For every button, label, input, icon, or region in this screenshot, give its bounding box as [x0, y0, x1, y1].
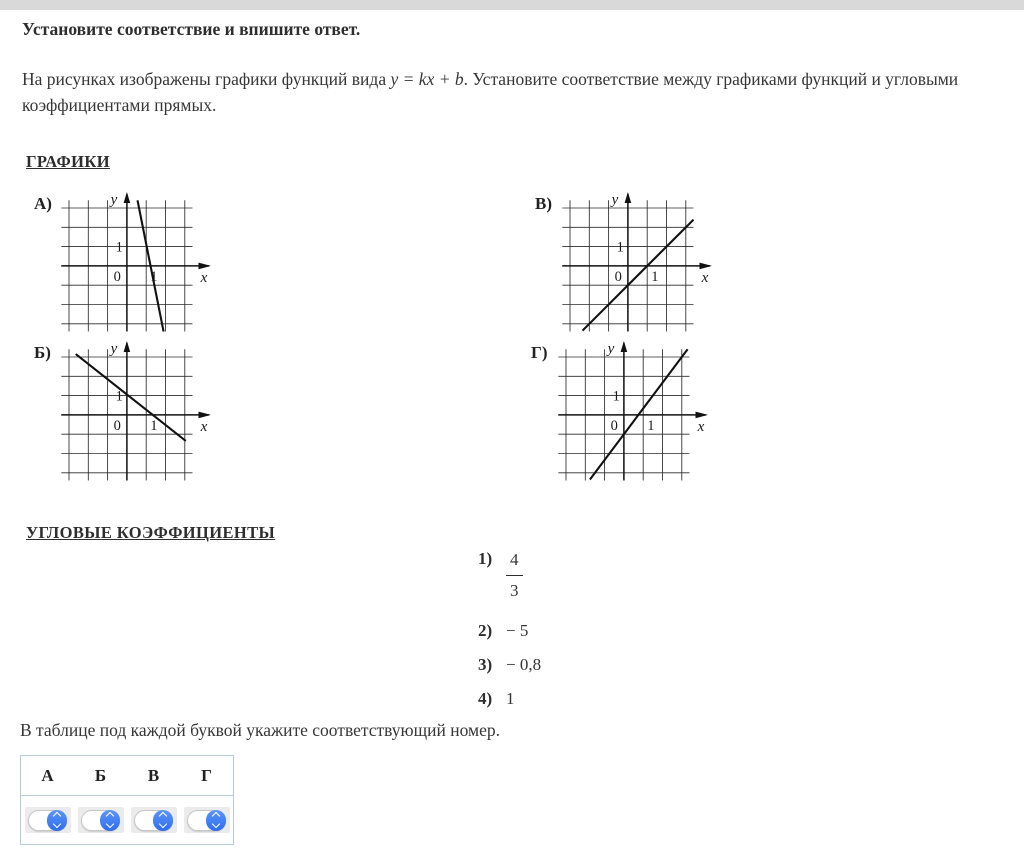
svg-text:0: 0 — [610, 417, 618, 434]
intro-text-before: На рисунках изображены графики функций вида — [22, 69, 391, 89]
answer-table-input-row — [21, 796, 233, 844]
graph-block-a — [34, 190, 219, 338]
option-row-4 — [478, 689, 515, 709]
graph-label-b: Б) — [34, 343, 51, 362]
svg-text:x: x — [200, 418, 208, 435]
top-bar — [0, 0, 1024, 10]
answer-header-v: В — [147, 765, 160, 785]
svg-text:0: 0 — [113, 268, 121, 285]
answer-cell-g — [180, 807, 233, 833]
answer-table — [20, 755, 234, 845]
graph-plot-g — [558, 339, 716, 487]
answer-header-a: А — [41, 765, 54, 785]
fraction-numerator: 4 — [506, 549, 523, 576]
option-4-label: 4) — [478, 689, 493, 708]
answer-cell-v — [127, 807, 180, 833]
option-3-label: 3) — [478, 655, 493, 674]
svg-text:1: 1 — [115, 388, 123, 405]
graph-block-g — [531, 339, 716, 487]
svg-text:y: y — [607, 341, 615, 357]
page-title: Установите соответствие и впишите ответ. — [22, 19, 361, 39]
answer-select-b[interactable] — [78, 807, 124, 833]
graph-block-b — [34, 339, 219, 487]
option-1-fraction — [506, 549, 523, 601]
option-row-1 — [478, 549, 523, 601]
graph-label-g: Г) — [531, 343, 548, 362]
svg-text:1: 1 — [612, 388, 620, 405]
answer-select-g[interactable] — [184, 807, 230, 833]
option-row-3 — [478, 655, 541, 675]
graph-plot-v — [562, 190, 720, 338]
fraction-denominator: 3 — [510, 581, 519, 600]
answer-table-header-row — [21, 756, 233, 796]
intro-paragraph — [22, 66, 1007, 118]
svg-text:x: x — [697, 418, 705, 435]
intro-text-after: . Установите соответствие между графиками функций и угловыми коэффициентами прямых. — [22, 69, 959, 115]
stepper-field — [134, 810, 173, 831]
stepper-arrows-icon[interactable] — [100, 810, 120, 831]
stepper-field — [187, 810, 226, 831]
svg-text:0: 0 — [614, 268, 622, 285]
svg-text:0: 0 — [113, 417, 121, 434]
graph-plot-b — [61, 339, 219, 487]
stepper-field — [81, 810, 120, 831]
stepper-arrows-icon[interactable] — [47, 810, 67, 831]
option-row-2 — [478, 621, 528, 641]
answer-header-b: Б — [94, 765, 107, 785]
svg-text:1: 1 — [150, 417, 158, 434]
graph-label-v: В) — [535, 194, 552, 213]
svg-text:x: x — [200, 269, 208, 286]
svg-text:y: y — [110, 192, 118, 208]
answer-cell-b — [74, 807, 127, 833]
coefficients-heading: УГЛОВЫЕ КОЭФФИЦИЕНТЫ — [26, 523, 276, 542]
graphs-heading: ГРАФИКИ — [26, 152, 110, 171]
option-1-label: 1) — [478, 549, 493, 568]
answer-select-v[interactable] — [131, 807, 177, 833]
svg-text:1: 1 — [115, 239, 123, 256]
answer-cell-a — [21, 807, 74, 833]
intro-formula: y = kx + b — [390, 69, 464, 89]
stepper-arrows-icon[interactable] — [153, 810, 173, 831]
option-3-value: − 0,8 — [506, 655, 542, 674]
answer-header-g: Г — [201, 765, 212, 785]
stepper-field — [28, 810, 67, 831]
svg-text:1: 1 — [651, 268, 659, 285]
svg-text:1: 1 — [150, 268, 158, 285]
svg-text:y: y — [110, 341, 118, 357]
answer-select-a[interactable] — [25, 807, 71, 833]
option-4-value: 1 — [506, 689, 515, 708]
stepper-arrows-icon[interactable] — [206, 810, 226, 831]
graph-label-a: А) — [34, 194, 52, 213]
option-2-value: − 5 — [506, 621, 529, 640]
svg-text:y: y — [611, 192, 619, 208]
svg-text:1: 1 — [647, 417, 655, 434]
svg-text:1: 1 — [616, 239, 624, 256]
svg-text:x: x — [701, 269, 709, 286]
table-instruction: В таблице под каждой буквой укажите соответствующий номер. — [20, 720, 500, 740]
graph-block-v — [535, 190, 720, 338]
graph-plot-a — [61, 190, 219, 338]
option-2-label: 2) — [478, 621, 493, 640]
